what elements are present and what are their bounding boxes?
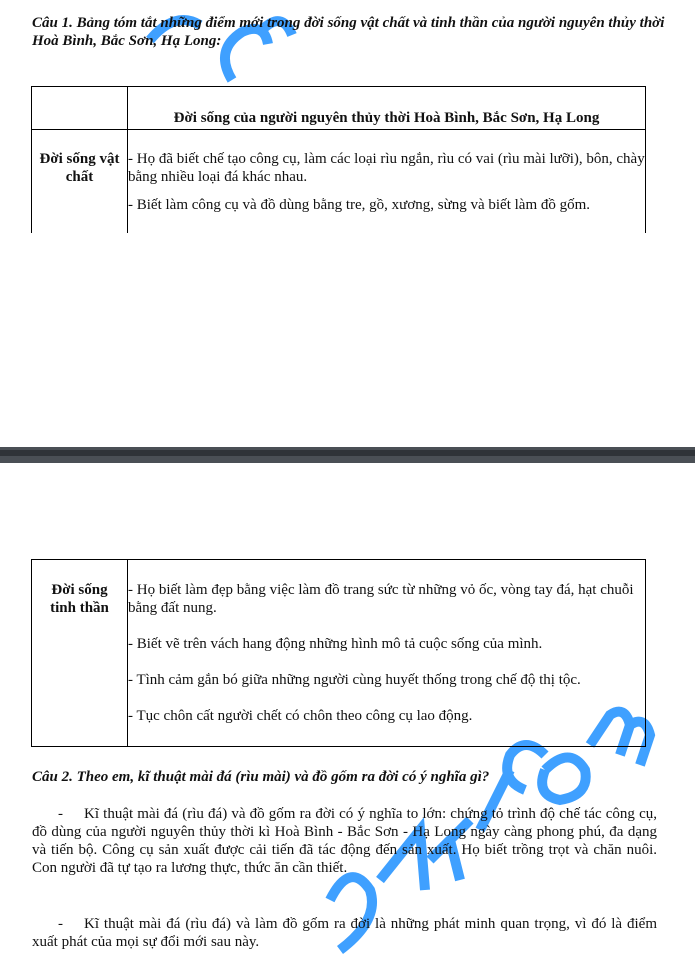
row-label-spiritual [32, 560, 128, 747]
table-column-header: Đời sống của người nguyên thủy thời Hoà Bình, Bắc Sơn, Hạ Long [128, 87, 646, 130]
bullet-dash: - [58, 806, 63, 822]
bullet-dash: - [58, 916, 63, 932]
spiritual-item: - Tình cảm gắn bó giữa những người cùng huyết thống trong chế độ thị tộc. [128, 672, 581, 688]
table-corner-cell [32, 87, 128, 130]
question-2-title: Câu 2. Theo em, kĩ thuật mài đá (rìu mài) và đồ gốm ra đời có ý nghĩa gì? [32, 769, 490, 785]
summary-table-part-1 [31, 86, 646, 233]
material-life-cell [128, 130, 646, 234]
page-separator [0, 447, 695, 463]
spiritual-item: - Biết vẽ trên vách hang động những hình mô tả cuộc sống của mình. [128, 636, 543, 652]
material-item: - Biết làm công cụ và đồ dùng bằng tre, gồ, xương, sừng và biết làm đồ gốm. [128, 197, 591, 213]
page-separator-inner [0, 450, 695, 456]
answer-paragraph-1-text: Kĩ thuật mài đá (rìu đá) và đồ gốm ra đời có ý nghĩa to lớn: chứng tỏ trình độ chế tác công cụ, đồ dùng của người nguyên thủy thời kì Hoà Bình - Bắc Sơn - Hạ Long ngày càng phong phú, đa dạng và tiến bộ. Công cụ sản xuất được cải tiến đã tác động đến sản xuất. Họ biết trồng trọt và chăn nuôi. Con người đã tự tạo ra lương thực, thức ăn cần thiết. [32, 806, 657, 876]
row-label-spiritual-line1: Đời sống [51, 582, 108, 598]
answer-paragraph-2 [32, 915, 657, 951]
spiritual-item: - Họ biết làm đẹp bằng việc làm đồ trang sức từ những vỏ ốc, vòng tay đá, hạt chuỗi bằng đất nung. [128, 582, 634, 616]
spiritual-item: - Tục chôn cất người chết có chôn theo công cụ lao động. [128, 708, 473, 724]
row-label-spiritual-line2: tinh thần [50, 600, 109, 616]
spiritual-life-cell [128, 560, 646, 747]
row-label-material [32, 130, 128, 234]
material-item: - Họ đã biết chế tạo công cụ, làm các loại rìu ngắn, rìu có vai (rìu mài lưỡi), bôn, chày bằng nhiều loại đá khác nhau. [128, 151, 645, 185]
question-1-title: Câu 1. Bảng tóm tắt những điểm mới trong đời sống vật chất và tinh thần của người nguyên thủy thời Hoà Bình, Bắc Sơn, Hạ Long: [32, 15, 665, 49]
answer-paragraph-2-text: Kĩ thuật mài đá (rìu đá) và làm đồ gốm ra đời là những phát minh quan trọng, vì đó là điểm xuất phát của mọi sự đổi mới sau này. [32, 916, 657, 950]
row-label-material-line2: chất [65, 169, 94, 185]
summary-table-part-2 [31, 559, 646, 747]
row-label-material-line1: Đời sống vật [39, 151, 120, 167]
answer-paragraph-1 [32, 805, 657, 877]
